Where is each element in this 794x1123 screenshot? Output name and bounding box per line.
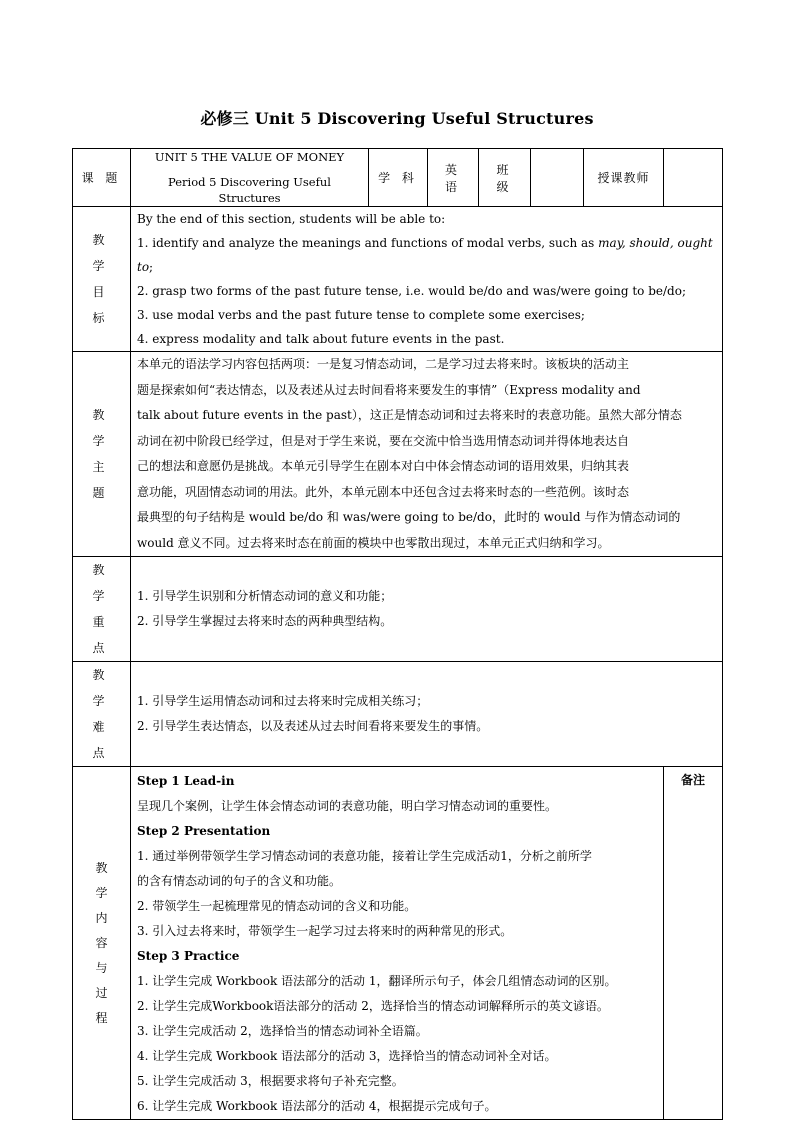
step-1-line: 呈现几个案例，让学生体会情态动词的表意功能，明白学习情态动词的重要性。: [137, 799, 558, 813]
step-3-title: Step 3 Practice: [137, 949, 240, 963]
step-2-line: 3. 引入过去将来时，带领学生一起学习过去将来时的两种常见的形式。: [137, 924, 513, 938]
process-content: [131, 767, 664, 1120]
subject-value: 英 语: [428, 149, 479, 207]
difficulties-row: [73, 662, 723, 767]
objective-item-4: 4. express modality and talk about future events in the past.: [137, 332, 505, 346]
difficulties-label-line-1: 教 学: [92, 668, 111, 708]
process-label-char: 教: [95, 860, 108, 875]
process-row: [73, 767, 723, 1120]
notes-column: 备注: [664, 767, 723, 1120]
step-2-line: 的含有情态动词的句子的含义和功能。: [137, 874, 342, 888]
course-label: 课 题: [73, 149, 131, 207]
process-label-char: 容: [95, 935, 108, 950]
step-3-line: 2. 让学生完成Workbook语法部分的活动 2，选择恰当的情态动词解释所示的英文谚语。: [137, 999, 609, 1013]
key-points-row: [73, 557, 723, 662]
objectives-intro: By the end of this section, students will be able to:: [137, 212, 446, 226]
header-row: [73, 149, 723, 207]
step-3-line: 4. 让学生完成 Workbook 语法部分的活动 3，选择恰当的情态动词补全对话。: [137, 1049, 557, 1063]
key-points-label-line-2: 重 点: [92, 615, 111, 655]
theme-content: [131, 352, 723, 557]
objectives-row: [73, 207, 723, 352]
key-points-content: [131, 557, 723, 662]
theme-label: [73, 352, 131, 557]
objective-item-1-text: 1. identify and analyze the meanings and functions of modal verbs, such as: [137, 236, 599, 250]
theme-line: talk about future events in the past），这正是情态动词和过去将来时的表意功能。虽然大部分情态: [137, 408, 682, 422]
difficulty-item: 2. 引导学生表达情态，以及表述从过去时间看将来要发生的事情。: [137, 719, 489, 733]
theme-label-line-1: 教 学: [92, 408, 111, 448]
topic-line-2: Period 5 Discovering Useful Structures: [168, 175, 331, 205]
teacher-value: [664, 149, 723, 207]
course-topic: [131, 149, 369, 207]
step-2-line: 1. 通过举例带领学生学习情态动词的表意功能，接着让学生完成活动1，分析之前所学: [137, 849, 592, 863]
process-label-char: 与: [95, 960, 108, 975]
step-3-line: 5. 让学生完成活动 3，根据要求将句子补充完整。: [137, 1074, 404, 1088]
objective-item-2: 2. grasp two forms of the past future tense, i.e. would be/do and was/were going to be/do;: [137, 284, 686, 298]
step-2-title: Step 2 Presentation: [137, 824, 271, 838]
theme-row: [73, 352, 723, 557]
objective-item-1-end: ;: [149, 260, 154, 274]
theme-line: 动词在初中阶段已经学过，但是对于学生来说，要在交流中恰当选用情态动词并得体地表达自: [137, 433, 630, 448]
key-point-item: 1. 引导学生识别和分析情态动词的意义和功能；: [137, 589, 393, 603]
process-label-char: 学: [95, 885, 108, 900]
theme-label-line-2: 主 题: [92, 460, 111, 500]
process-label-char: 程: [95, 1010, 108, 1025]
objective-item-3: 3. use modal verbs and the past future tense to complete some exercises;: [137, 308, 585, 322]
objectives-label: [73, 207, 131, 352]
difficulties-label-line-2: 难 点: [92, 720, 111, 760]
objectives-label-line-2: 目 标: [92, 285, 111, 325]
topic-line-1: UNIT 5 THE VALUE OF MONEY: [154, 150, 345, 164]
objective-item-1: [137, 231, 716, 279]
objectives-content: [131, 207, 723, 352]
process-label: [73, 767, 131, 1120]
class-label: 班 级: [479, 149, 531, 207]
process-label-char: 内: [95, 910, 108, 925]
difficulty-item: 1. 引导学生运用情态动词和过去将来时完成相关练习；: [137, 694, 429, 708]
teacher-label: 授课教师: [584, 149, 664, 207]
objectives-label-line-1: 教 学: [92, 233, 111, 273]
theme-line: 本单元的语法学习内容包括两项：一是复习情态动词，二是学习过去将来时。该板块的活动主: [137, 357, 630, 371]
subject-label: 学 科: [369, 149, 428, 207]
objective-item-1-italic: may, should, ought to: [137, 236, 713, 274]
step-1-title: Step 1 Lead-in: [137, 774, 235, 788]
theme-line: 题是探索如何“表达情态，以及表述从过去时间看将来要发生的事情”（Express modality and: [137, 382, 641, 397]
key-points-label: [73, 557, 131, 662]
key-points-label-line-1: 教 学: [92, 563, 111, 603]
document-title: 必修三 Unit 5 Discovering Useful Structures: [200, 109, 594, 128]
lesson-plan-table: [72, 148, 723, 1120]
theme-line: 最典型的句子结构是 would be/do 和 was/were going to be/do，此时的 would 与作为情态动词的: [137, 510, 681, 524]
theme-line: would 意义不同。过去将来时态在前面的模块中也零散出现过，本单元正式归纳和学习。: [137, 535, 610, 550]
process-label-char: 过: [95, 985, 108, 1000]
theme-line: 己的想法和意愿仍是挑战。本单元引导学生在剧本对白中体会情态动词的语用效果，归纳其表: [137, 459, 630, 473]
step-2-line: 2. 带领学生一起梳理常见的情态动词的含义和功能。: [137, 899, 417, 913]
class-value: [531, 149, 584, 207]
difficulties-label: [73, 662, 131, 767]
difficulties-content: [131, 662, 723, 767]
step-3-line: 6. 让学生完成 Workbook 语法部分的活动 4，根据提示完成句子。: [137, 1099, 497, 1113]
step-3-line: 1. 让学生完成 Workbook 语法部分的活动 1，翻译所示句子，体会几组情态动词的区别。: [137, 974, 617, 988]
theme-line: 意功能，巩固情态动词的用法。此外，本单元剧本中还包含过去将来时态的一些范例。该时态: [137, 484, 630, 499]
step-3-line: 3. 让学生完成活动 2，选择恰当的情态动词补全语篇。: [137, 1024, 428, 1038]
key-point-item: 2. 引导学生掌握过去将来时态的两种典型结构。: [137, 614, 393, 628]
